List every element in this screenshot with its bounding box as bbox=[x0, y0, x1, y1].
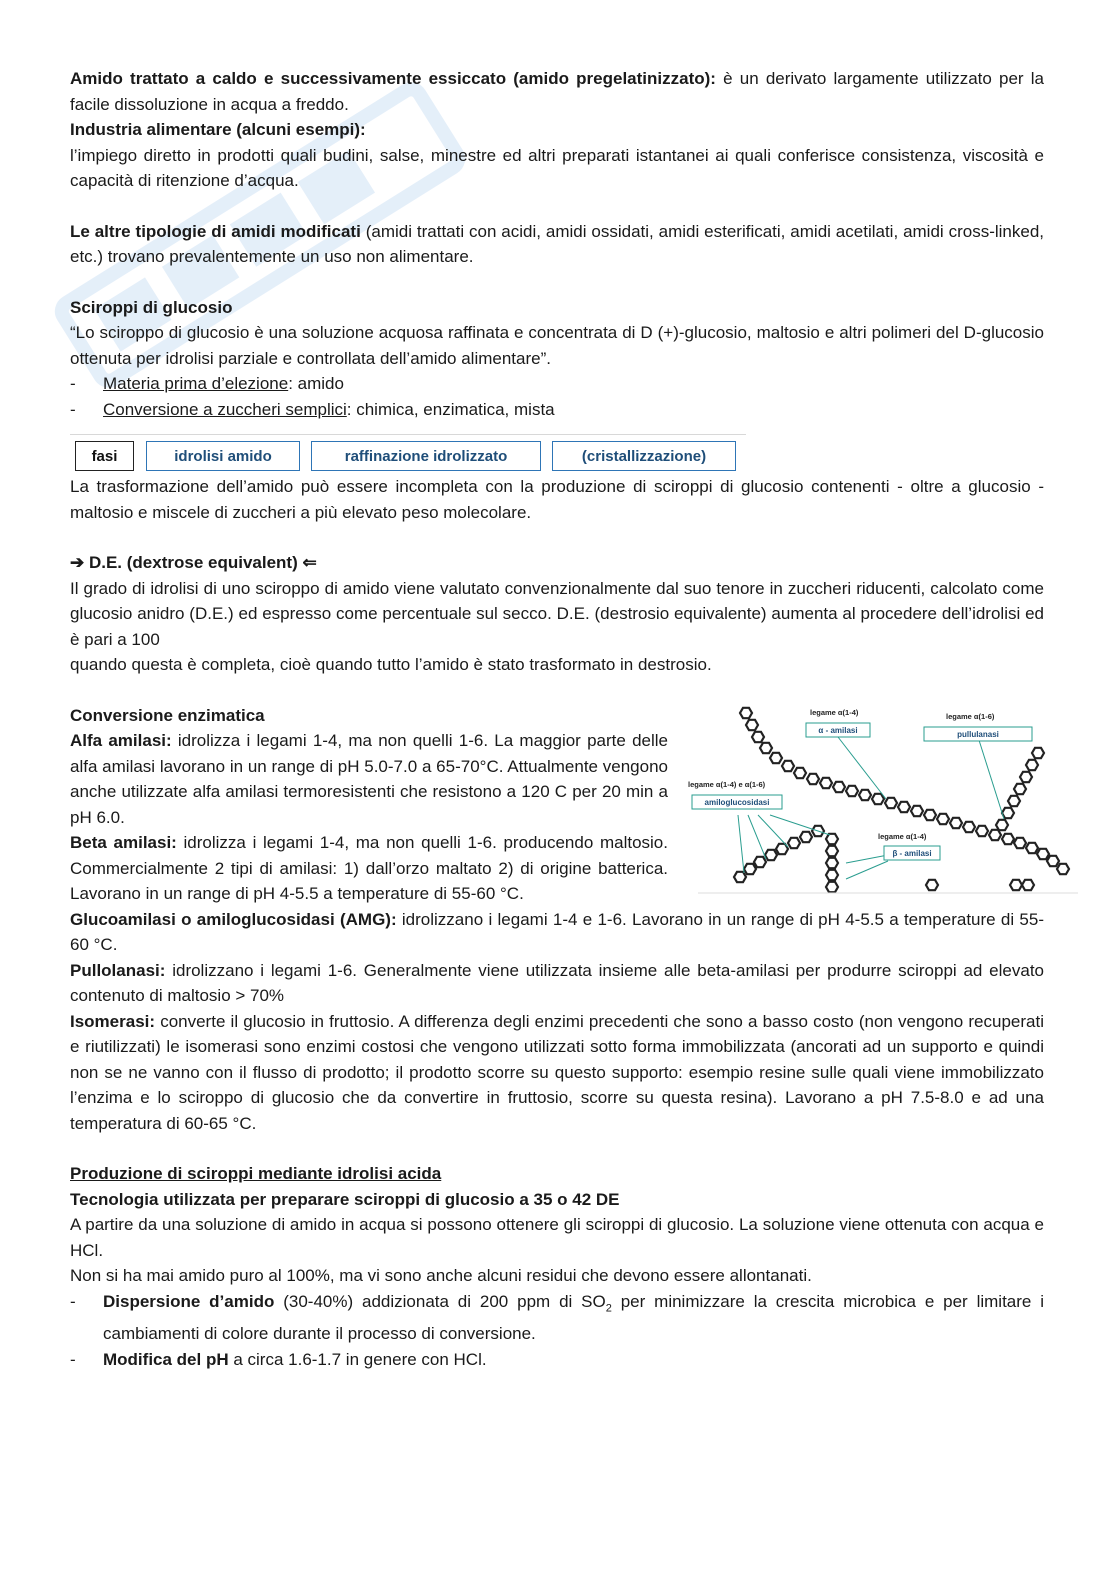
dispersion-text-continued: per minimizzare la crescita microbica e per limitare i cambiamenti di colore durante il processo di conversione. bbox=[103, 1291, 1045, 1344]
alpha-amylase-paragraph bbox=[70, 728, 668, 830]
free-glucose bbox=[926, 879, 1034, 889]
acid-hydrolysis-heading: Produzione di sciroppi mediante idrolisi acida bbox=[70, 1164, 442, 1183]
de-text: Il grado di idrolisi di uno sciroppo di amido viene valutato convenzionalmente dal suo tenore in zuccheri riducenti, calcolato come glucosio anidro (D.E.) ed espresso come percentuale sul secco. D.E. (destrosio equivalente) aumenta al procedere dell’idrolisi ed è pari a 100 bbox=[70, 578, 1044, 649]
isomerase-term: Isomerasi: bbox=[70, 1011, 156, 1031]
isomerase-text: converte il glucosio in fruttosio. A differenza degli enzimi precedenti che sono a basso costo (non vengono recuperati e riutilizzati) le isomerasi sono enzimi costosi che vengono utilizzati sotto forma immobilizzata (ancorati ad un supporto e quindi non se ne vanno con il flusso di prodotto; il prodotto scorre su questo supporto: esempio resine sulle quali viene immobilizzato l’enzima e lo sciroppo di glucosio che da convertire in fruttosio, scorre su questa resina). Lavorano a pH 7.5-8.0 e ad una temperatura di 60-65 °C. bbox=[70, 1011, 1044, 1133]
starch-chain-down bbox=[826, 833, 838, 891]
transformation-paragraph: La trasformazione dell’amido può essere incompleta con la produzione di sciroppi di glucosio contenenti - oltre a glucosio - maltosio e miscele di zuccheri a più elevato peso molecolare. bbox=[70, 477, 1044, 522]
conversion-term: Conversione a zuccheri semplici bbox=[103, 399, 347, 419]
de-text-continued: quando questa è completa, cioè quando tutto l’amido è stato trasformato in destrosio. bbox=[70, 655, 712, 674]
syrup-definition: “Lo sciroppo di glucosio è una soluzione acquosa raffinata e concentrata di D (+)-glucosio, maltosio e altri polimeri del D-glucosio ottenuta per idrolisi parziale e controllata dell’amido alimentare”. bbox=[70, 323, 1044, 368]
alpha-amylase-term: Alfa amilasi: bbox=[70, 731, 172, 750]
phase-crystallization: (cristallizzazione) bbox=[552, 441, 736, 471]
pregelatinized-text: è un derivato largamente utilizzato per la facile dissoluzione in acqua a freddo. bbox=[70, 69, 1044, 114]
beta-amylase-paragraph bbox=[70, 830, 668, 907]
label-amyloglucosidase: amiloglucosidasi bbox=[704, 797, 770, 807]
list-item: - Dispersione d’amido (30-40%) addizionata di 200 ppm di $SO_2$ per minimizzare la crescita microbica e per limitare i cambiamenti di colore durante il processo di conversione. bbox=[70, 1291, 1045, 1344]
label-alpha14: legame α(1-4) bbox=[810, 707, 859, 717]
pullulanase-paragraph bbox=[70, 958, 1044, 1009]
food-industry-text: l’impiego diretto in prodotti quali budini, salse, minestre ed altri preparati istantanei ai quali conferisce consistenza, viscosità e capacità di ritenzione d’acqua. bbox=[70, 145, 1044, 190]
beta-amylase-text: idrolizza i legami 1-4, ma non quelli 1-6. producendo maltosio. Commercialmente 2 tipi di amilasi: 1) dall’orzo maltato 2) di origine batterica. Lavorano in un range di pH 4-5.5 a temperature di 55-60 °C. bbox=[70, 833, 668, 903]
de-heading: ➔ D.E. (dextrose equivalent) ⇐ bbox=[70, 553, 317, 572]
food-industry-heading: Industria alimentare (alcuni esempi): bbox=[70, 120, 366, 139]
glucoamylase-term: Glucoamilasi o amiloglucosidasi (AMG): bbox=[70, 909, 397, 929]
technology-heading: Tecnologia utilizzata per preparare sciroppi di glucosio a 35 o 42 DE bbox=[70, 1189, 620, 1209]
alpha-amylase-text: idrolizza i legami 1-4, ma non quelli 1-6. La maggior parte delle alfa amilasi lavorano in un range di pH 5.0-7.0 a 65-70°C. Attualmente vengono anche utilizzate alfa amilasi termoresistenti che resistono a 120 C per 20 min a pH 6.0. bbox=[70, 731, 668, 827]
label-beta-amylase: β - amilasi bbox=[892, 848, 932, 858]
pregelatinized-paragraph bbox=[70, 66, 1044, 117]
enzymatic-section bbox=[70, 703, 1044, 907]
conversion-value: : chimica, enzimatica, mista bbox=[346, 399, 555, 419]
label-beta14: legame α(1-4) bbox=[878, 831, 927, 841]
beta-amylase-term: Beta amilasi: bbox=[70, 833, 177, 852]
list-item: - Modifica del pH a circa 1.6-1.7 in genere con HCl. bbox=[70, 1349, 487, 1369]
label-alpha16: legame α(1-6) bbox=[946, 711, 995, 721]
acid-text-1: A partire da una soluzione di amido in acqua si possono ottenere gli sciroppi di glucosio. La soluzione viene ottenuta con acqua e HCl. bbox=[70, 1215, 1044, 1260]
enzymatic-heading: Conversione enzimatica bbox=[70, 705, 265, 725]
glucoamylase-paragraph bbox=[70, 907, 1044, 958]
other-starches-term: Le altre tipologie di amidi modificati bbox=[70, 221, 361, 241]
document-page bbox=[70, 66, 1044, 1372]
syrup-heading: Sciroppi di glucosio bbox=[70, 297, 233, 317]
other-starches-text: (amidi trattati con acidi, amidi ossidati, amidi esterificati, amidi acetilati, amidi cross-linked, etc.) trovano prevalentemente un uso non alimentare. bbox=[70, 221, 1044, 266]
enzyme-cleavage-diagram bbox=[688, 703, 1078, 895]
phase-hydrolysis: idrolisi amido bbox=[146, 441, 300, 471]
phase-refining: raffinazione idrolizzato bbox=[311, 441, 541, 471]
ph-text: a circa 1.6-1.7 in genere con HCl. bbox=[228, 1349, 487, 1369]
phases-row bbox=[70, 434, 1044, 480]
label-alpha-amylase: α - amilasi bbox=[818, 725, 858, 735]
phases-label: fasi bbox=[75, 441, 134, 471]
ph-term: Modifica del pH bbox=[103, 1349, 229, 1369]
raw-material-term: Materia prima d’elezione bbox=[103, 374, 289, 393]
pullulanase-text: idrolizzano i legami 1-6. Generalmente viene utilizzata insieme alle beta-amilasi per produrre sciroppi ad elevato contenuto di maltosio > 70% bbox=[70, 960, 1044, 1005]
pregelatinized-term: Amido trattato a caldo e successivamente essiccato (amido pregelatinizzato): bbox=[70, 69, 716, 88]
so2-subscript: 2 bbox=[605, 1301, 612, 1314]
label-pullulanase: pullulanasi bbox=[957, 729, 999, 739]
list-item: - Materia prima d’elezione: amido bbox=[70, 374, 344, 393]
pullulanase-term: Pullolanasi: bbox=[70, 960, 166, 980]
isomerase-paragraph bbox=[70, 1009, 1044, 1137]
label-alpha14-16: legame α(1-4) e α(1-6) bbox=[688, 779, 766, 789]
other-starches-paragraph bbox=[70, 219, 1044, 270]
dispersion-term: Dispersione d’amido bbox=[103, 1291, 275, 1311]
starch-chain-left bbox=[734, 825, 824, 881]
glucoamylase-text: idrolizzano i legami 1-4 e 1-6. Lavorano in un range di pH 4-5.5 a temperature di 55-60 °C. bbox=[70, 909, 1044, 954]
raw-material-value: : amido bbox=[288, 374, 344, 393]
dispersion-text: (30-40%) addizionata di 200 ppm di SO bbox=[274, 1291, 606, 1311]
acid-text-2: Non si ha mai amido puro al 100%, ma vi sono anche alcuni residui che devono essere allontanati. bbox=[70, 1266, 812, 1285]
list-item: - Conversione a zuccheri semplici: chimica, enzimatica, mista bbox=[70, 399, 555, 419]
